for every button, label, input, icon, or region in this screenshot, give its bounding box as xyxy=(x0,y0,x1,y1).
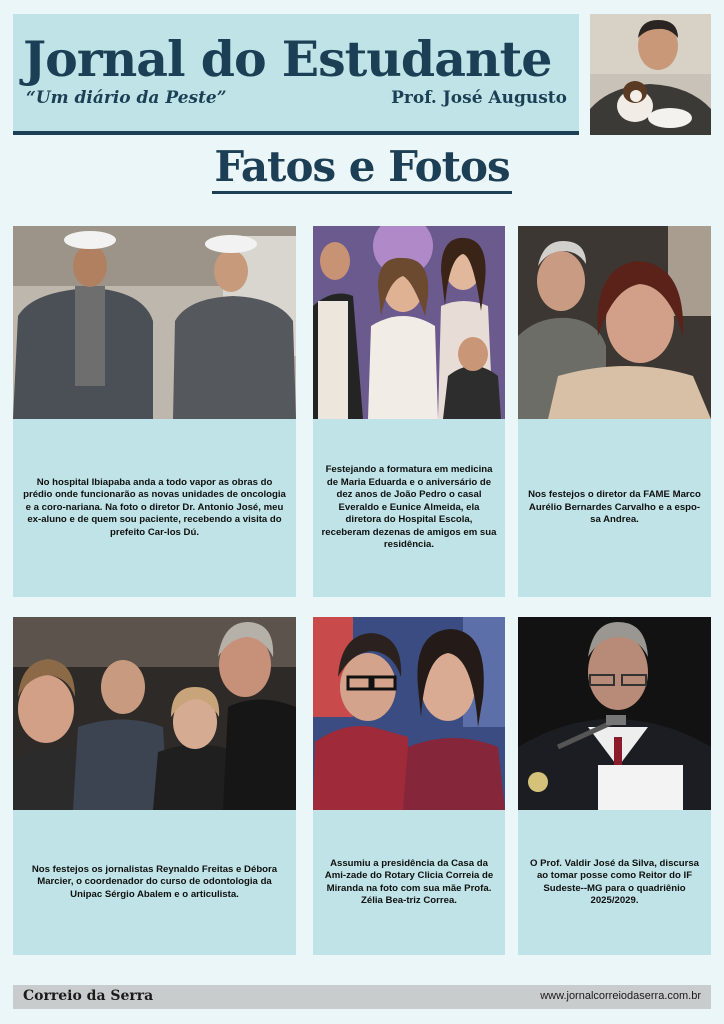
section-title-text: Fatos e Fotos xyxy=(212,142,511,194)
photo-graduation-party xyxy=(313,226,505,419)
photo-hospital-visit xyxy=(13,226,296,419)
caption-rector-speech: O Prof. Valdir José da Silva, discursa ao tomar posse como Reitor do IF Sudeste--MG para o quadriênio 2025/2029. xyxy=(518,810,711,955)
newspaper-subtitle: “Um diário da Peste” xyxy=(26,88,227,108)
photo-rotary-president xyxy=(313,617,505,810)
photo-director-and-wife xyxy=(518,226,711,419)
caption-director-and-wife: Nos festejos o diretor da FAME Marco Aurélio Bernardes Carvalho e a espo-sa Andrea. xyxy=(518,419,711,597)
newspaper-title: Jornal do Estudante xyxy=(23,30,552,88)
author-photo xyxy=(590,14,711,135)
author-name: Prof. José Augusto xyxy=(391,88,567,108)
caption-graduation-party: Festejando a formatura em medicina de Maria Eduarda e o aniversário de dez anos de João Pedro o casal Everaldo e Eunice Almeida, ela diretora do Hospital Escola, receberam dezenas de amigos em sua residência. xyxy=(313,419,505,597)
footer-website-link[interactable]: www.jornalcorreiodaserra.com.br xyxy=(540,990,701,1002)
caption-journalists-group: Nos festejos os jornalistas Reynaldo Freitas e Débora Marcier, o coordenador do curso de odontologia da Unipac Sérgio Abalem e o articulista. xyxy=(13,810,296,955)
footer-bar xyxy=(13,985,711,1009)
section-title xyxy=(0,142,724,191)
masthead xyxy=(13,14,579,135)
photo-journalists-group xyxy=(13,617,296,810)
caption-hospital-visit: No hospital Ibiapaba anda a todo vapor as obras do prédio onde funcionarão as novas unidades de oncologia e a coro-nariana. Na foto o diretor Dr. Antonio José, meu ex-aluno e de quem sou paciente, recebendo a visita do prefeito Car-los Dú. xyxy=(13,419,296,597)
photo-rector-speech xyxy=(518,617,711,810)
caption-rotary-president: Assumiu a presidência da Casa da Ami-zade do Rotary Clicia Correia de Miranda na foto com sua mãe Profa. Zélia Bea-triz Correa. xyxy=(313,810,505,955)
footer-logo: Correio da Serra xyxy=(23,988,154,1004)
